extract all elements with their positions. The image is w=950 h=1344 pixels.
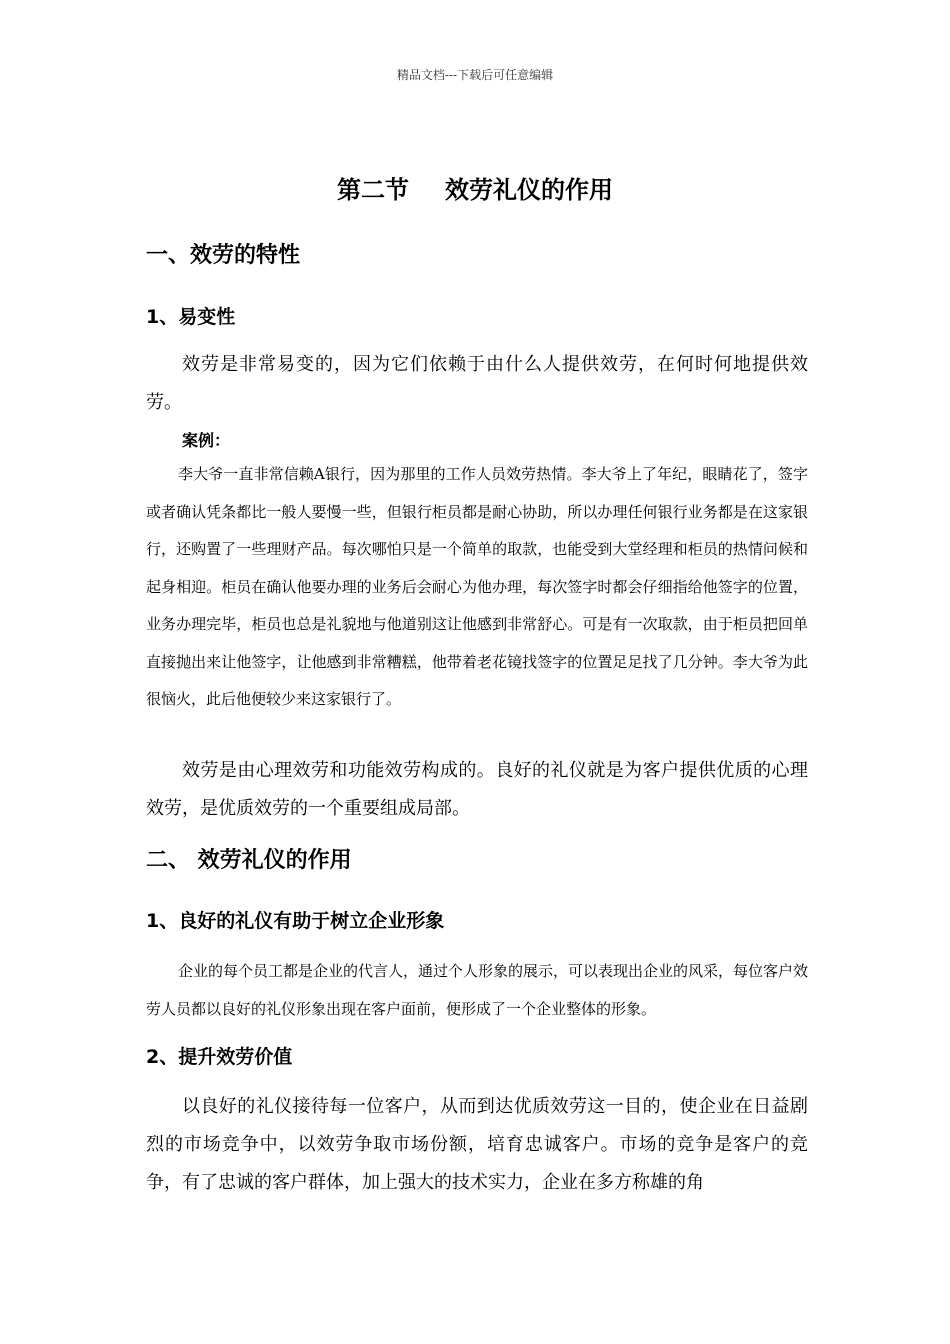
case-label: 案例： [182, 431, 231, 450]
section-name: 效劳礼仪的作用 [445, 176, 613, 204]
paragraph-service-value: 以良好的礼仪接待每一位客户，从而到达优质效劳这一目的，使企业在日益剧烈的市场竞争中，以效劳争取市场份额，培育忠诚客户。市场的竞争是客户的竞争，有了忠诚的客户群体，加上强大的技术实力，企业在多方称雄的角 [146, 1096, 808, 1193]
subheading-variability: 1、易变性 [146, 306, 236, 328]
section-title [0, 170, 950, 205]
paragraph-service-composition: 效劳是由心理效劳和功能效劳构成的。良好的礼仪就是为客户提供优质的心理效劳，是优质效劳的一个重要组成局部。 [146, 760, 808, 819]
heading-etiquette-role: 二、 效劳礼仪的作用 [146, 848, 352, 873]
subheading-corporate-image: 1、良好的礼仪有助于树立企业形象 [146, 910, 445, 932]
page-header: 精品文档---下载后可任意编辑 [396, 68, 554, 82]
paragraph-corporate-image: 企业的每个员工都是企业的代言人，通过个人形象的展示，可以表现出企业的风采，每位客户效劳人员都以良好的礼仪形象出现在客户面前，便形成了一个企业整体的形象。 [146, 962, 809, 1018]
section-number: 第二节 [337, 176, 409, 204]
subheading-service-value: 2、提升效劳价值 [146, 1046, 293, 1068]
paragraph-case: 李大爷一直非常信赖A银行，因为那里的工作人员效劳热情。李大爷上了年纪，眼睛花了，签字或者确认凭条都比一般人要慢一些，但银行柜员都是耐心协助，所以办理任何银行业务都是在这家银行，还购置了一些理财产品。每次哪怕只是一个简单的取款，也能受到大堂经理和柜员的热情问候和起身相迎。柜员在确认他要办理的业务后会耐心为他办理，每次签字时都会仔细指给他签字的位置，业务办理完毕，柜员也总是礼貌地与他道别这让他感到非常舒心。可是有一次取款，由于柜员把回单直接抛出来让他签字，让他感到非常糟糕，他带着老花镜找签字的位置足足找了几分钟。李大爷为此很恼火，此后他便较少来这家银行了。 [146, 465, 808, 708]
paragraph-variability: 效劳是非常易变的，因为它们依赖于由什么人提供效劳，在何时何地提供效劳。 [146, 354, 808, 413]
heading-service-characteristics: 一、效劳的特性 [146, 243, 301, 268]
